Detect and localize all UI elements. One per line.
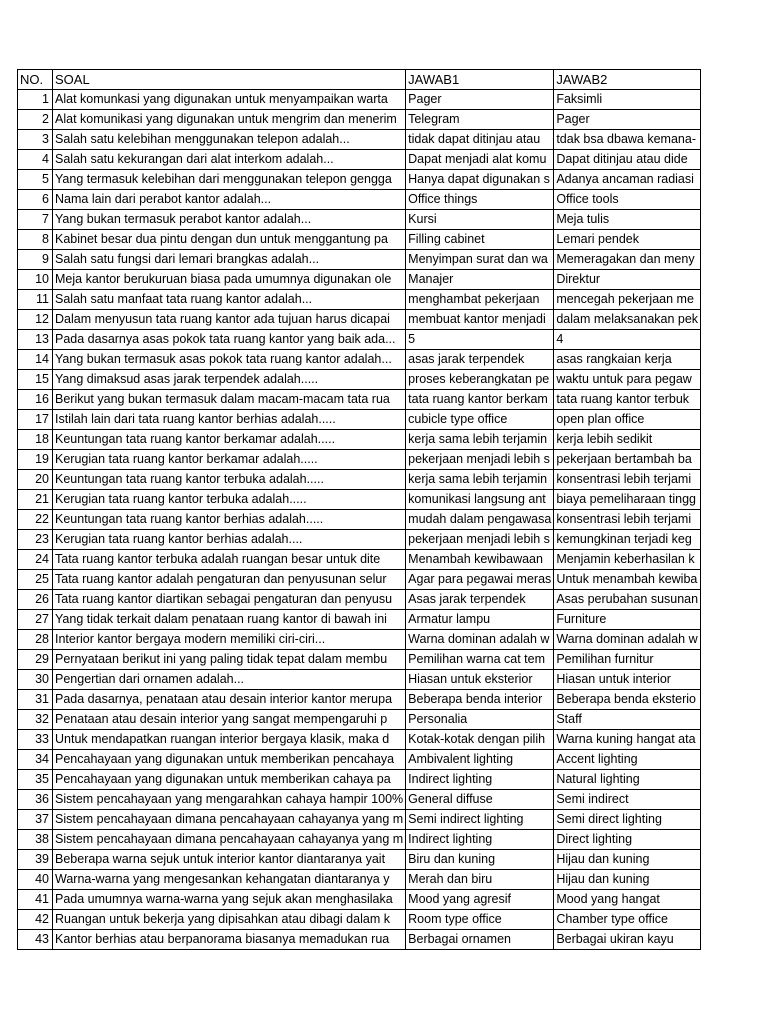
cell-soal[interactable]: Yang termasuk kelebihan dari menggunakan telepon gengga xyxy=(53,170,406,190)
table-row xyxy=(18,250,701,270)
cell-no[interactable]: 8 xyxy=(18,230,53,250)
table-row xyxy=(18,330,701,350)
cell-soal[interactable]: Pada dasarnya asas pokok tata ruang kantor yang baik ada... xyxy=(53,330,406,350)
table-body xyxy=(18,70,701,950)
table-row xyxy=(18,210,701,230)
table-row xyxy=(18,230,701,250)
table-row xyxy=(18,710,701,730)
cell-jawab2[interactable]: pekerjaan bertambah ba xyxy=(554,450,701,470)
cell-soal[interactable]: Yang dimaksud asas jarak terpendek adalah..... xyxy=(53,370,406,390)
cell-jawab1[interactable]: Manajer xyxy=(406,270,554,290)
cell-no[interactable]: 20 xyxy=(18,470,53,490)
cell-jawab1[interactable]: tata ruang kantor berkam xyxy=(406,390,554,410)
cell-soal[interactable]: Keuntungan tata ruang kantor terbuka adalah..... xyxy=(53,470,406,490)
table-row xyxy=(18,750,701,770)
cell-jawab2[interactable]: Lemari pendek xyxy=(554,230,701,250)
cell-soal[interactable]: Tata ruang kantor adalah pengaturan dan penyusunan selur xyxy=(53,570,406,590)
cell-soal[interactable]: Pencahayaan yang digunakan untuk memberikan pencahaya xyxy=(53,750,406,770)
table-row xyxy=(18,170,701,190)
header-row xyxy=(18,70,701,90)
cell-no[interactable]: 27 xyxy=(18,610,53,630)
cell-no[interactable]: 30 xyxy=(18,670,53,690)
cell-soal[interactable]: Pernyataan berikut ini yang paling tidak tepat dalam membu xyxy=(53,650,406,670)
cell-no[interactable]: 40 xyxy=(18,870,53,890)
cell-jawab1[interactable]: Personalia xyxy=(406,710,554,730)
cell-jawab1[interactable]: Armatur lampu xyxy=(406,610,554,630)
cell-soal[interactable]: Yang bukan termasuk perabot kantor adalah... xyxy=(53,210,406,230)
cell-jawab2[interactable]: Hiasan untuk interior xyxy=(554,670,701,690)
table-row xyxy=(18,370,701,390)
cell-soal[interactable]: Yang tidak terkait dalam penataan ruang kantor di bawah ini xyxy=(53,610,406,630)
cell-no[interactable]: 7 xyxy=(18,210,53,230)
cell-no[interactable]: 22 xyxy=(18,510,53,530)
table-row xyxy=(18,650,701,670)
cell-jawab2[interactable]: Meja tulis xyxy=(554,210,701,230)
cell-jawab2[interactable]: Hijau dan kuning xyxy=(554,870,701,890)
cell-jawab2[interactable]: Hijau dan kuning xyxy=(554,850,701,870)
cell-no[interactable]: 33 xyxy=(18,730,53,750)
cell-soal[interactable]: Warna-warna yang mengesankan kehangatan diantaranya y xyxy=(53,870,406,890)
cell-soal[interactable]: Keuntungan tata ruang kantor berhias adalah..... xyxy=(53,510,406,530)
table-row xyxy=(18,90,701,110)
cell-jawab1[interactable]: membuat kantor menjadi xyxy=(406,310,554,330)
cell-jawab2[interactable]: Untuk menambah kewiba xyxy=(554,570,701,590)
cell-no[interactable]: 18 xyxy=(18,430,53,450)
cell-jawab2[interactable]: Asas perubahan susunan xyxy=(554,590,701,610)
cell-jawab1[interactable]: kerja sama lebih terjamin xyxy=(406,470,554,490)
cell-soal[interactable]: Kerugian tata ruang kantor berhias adalah.... xyxy=(53,530,406,550)
cell-soal[interactable]: Nama lain dari perabot kantor adalah... xyxy=(53,190,406,210)
table-row xyxy=(18,790,701,810)
table-row xyxy=(18,310,701,330)
cell-soal[interactable]: Yang bukan termasuk asas pokok tata ruang kantor adalah... xyxy=(53,350,406,370)
cell-jawab2[interactable]: Warna dominan adalah w xyxy=(554,630,701,650)
cell-soal[interactable]: Beberapa warna sejuk untuk interior kantor diantaranya yait xyxy=(53,850,406,870)
table-row xyxy=(18,450,701,470)
cell-jawab1[interactable]: Pemilihan warna cat tem xyxy=(406,650,554,670)
cell-jawab2[interactable]: Direktur xyxy=(554,270,701,290)
cell-jawab1[interactable]: mudah dalam pengawasa xyxy=(406,510,554,530)
cell-soal[interactable]: Pencahayaan yang digunakan untuk memberikan cahaya pa xyxy=(53,770,406,790)
table-row xyxy=(18,490,701,510)
table-row xyxy=(18,830,701,850)
table-row xyxy=(18,410,701,430)
cell-soal[interactable]: Sistem pencahayaan yang mengarahkan cahaya hampir 100% xyxy=(53,790,406,810)
cell-jawab2[interactable]: Dapat ditinjau atau dide xyxy=(554,150,701,170)
table-row xyxy=(18,810,701,830)
cell-no[interactable]: 28 xyxy=(18,630,53,650)
cell-no[interactable]: 24 xyxy=(18,550,53,570)
cell-no[interactable]: 31 xyxy=(18,690,53,710)
cell-jawab1[interactable]: Merah dan biru xyxy=(406,870,554,890)
cell-jawab2[interactable]: Semi indirect xyxy=(554,790,701,810)
cell-no[interactable]: 32 xyxy=(18,710,53,730)
cell-no[interactable]: 43 xyxy=(18,930,53,950)
cell-jawab1[interactable]: Agar para pegawai meras xyxy=(406,570,554,590)
cell-no[interactable]: 21 xyxy=(18,490,53,510)
table-row xyxy=(18,910,701,930)
cell-soal[interactable]: Tata ruang kantor diartikan sebagai pengaturan dan penyusu xyxy=(53,590,406,610)
spreadsheet-table xyxy=(17,69,701,950)
cell-no[interactable]: 11 xyxy=(18,290,53,310)
cell-jawab2[interactable]: biaya pemeliharaan tingg xyxy=(554,490,701,510)
cell-jawab2[interactable]: Mood yang hangat xyxy=(554,890,701,910)
cell-soal[interactable]: Keuntungan tata ruang kantor berkamar adalah..... xyxy=(53,430,406,450)
cell-soal[interactable]: Alat komunikasi yang digunakan untuk mengrim dan menerim xyxy=(53,110,406,130)
cell-soal[interactable]: Meja kantor berukuruan biasa pada umumnya digunakan ole xyxy=(53,270,406,290)
cell-jawab1[interactable]: Asas jarak terpendek xyxy=(406,590,554,610)
cell-jawab1[interactable]: Menyimpan surat dan wa xyxy=(406,250,554,270)
cell-no[interactable]: 42 xyxy=(18,910,53,930)
cell-no[interactable]: 1 xyxy=(18,90,53,110)
cell-jawab2[interactable]: mencegah pekerjaan me xyxy=(554,290,701,310)
table-row xyxy=(18,390,701,410)
cell-jawab2[interactable]: Menjamin keberhasilan k xyxy=(554,550,701,570)
cell-jawab2[interactable]: Semi direct lighting xyxy=(554,810,701,830)
header-jawab2[interactable]: JAWAB2 xyxy=(554,70,701,90)
cell-no[interactable]: 19 xyxy=(18,450,53,470)
cell-no[interactable]: 39 xyxy=(18,850,53,870)
table-row xyxy=(18,270,701,290)
cell-jawab2[interactable]: Berbagai ukiran kayu xyxy=(554,930,701,950)
cell-no[interactable]: 12 xyxy=(18,310,53,330)
cell-jawab2[interactable]: Warna kuning hangat ata xyxy=(554,730,701,750)
table-row xyxy=(18,930,701,950)
header-no[interactable]: NO. xyxy=(18,70,53,90)
cell-jawab1[interactable]: menghambat pekerjaan xyxy=(406,290,554,310)
cell-soal[interactable]: Pada umumnya warna-warna yang sejuk akan menghasilaka xyxy=(53,890,406,910)
table-row xyxy=(18,470,701,490)
cell-no[interactable]: 14 xyxy=(18,350,53,370)
cell-soal[interactable]: Alat komunkasi yang digunakan untuk menyampaikan warta xyxy=(53,90,406,110)
cell-jawab1[interactable]: pekerjaan menjadi lebih s xyxy=(406,450,554,470)
cell-jawab2[interactable]: dalam melaksanakan pek xyxy=(554,310,701,330)
cell-soal[interactable]: Untuk mendapatkan ruangan interior bergaya klasik, maka d xyxy=(53,730,406,750)
cell-jawab2[interactable]: Natural lighting xyxy=(554,770,701,790)
cell-no[interactable]: 41 xyxy=(18,890,53,910)
cell-no[interactable]: 6 xyxy=(18,190,53,210)
cell-jawab2[interactable]: konsentrasi lebih terjami xyxy=(554,510,701,530)
cell-jawab1[interactable]: Indirect lighting xyxy=(406,830,554,850)
cell-soal[interactable]: Kerugian tata ruang kantor terbuka adalah..... xyxy=(53,490,406,510)
cell-no[interactable]: 34 xyxy=(18,750,53,770)
cell-jawab2[interactable]: kemungkinan terjadi keg xyxy=(554,530,701,550)
cell-jawab1[interactable]: proses keberangkatan pe xyxy=(406,370,554,390)
cell-no[interactable]: 3 xyxy=(18,130,53,150)
cell-jawab2[interactable]: Adanya ancaman radiasi xyxy=(554,170,701,190)
cell-soal[interactable]: Istilah lain dari tata ruang kantor berhias adalah..... xyxy=(53,410,406,430)
cell-no[interactable]: 36 xyxy=(18,790,53,810)
cell-no[interactable]: 37 xyxy=(18,810,53,830)
cell-jawab1[interactable]: Dapat menjadi alat komu xyxy=(406,150,554,170)
cell-no[interactable]: 35 xyxy=(18,770,53,790)
table-row xyxy=(18,630,701,650)
cell-jawab2[interactable]: Pemilihan furnitur xyxy=(554,650,701,670)
cell-jawab2[interactable]: Office tools xyxy=(554,190,701,210)
cell-soal[interactable]: Kabinet besar dua pintu dengan dun untuk menggantung pa xyxy=(53,230,406,250)
cell-soal[interactable]: Pengertian dari ornamen adalah... xyxy=(53,670,406,690)
table-row xyxy=(18,610,701,630)
table-row xyxy=(18,670,701,690)
cell-jawab1[interactable]: Beberapa benda interior xyxy=(406,690,554,710)
cell-jawab2[interactable]: Faksimli xyxy=(554,90,701,110)
cell-soal[interactable]: Berikut yang bukan termasuk dalam macam-macam tata rua xyxy=(53,390,406,410)
cell-jawab1[interactable]: tidak dapat ditinjau atau xyxy=(406,130,554,150)
cell-jawab2[interactable]: Pager xyxy=(554,110,701,130)
cell-no[interactable]: 9 xyxy=(18,250,53,270)
cell-no[interactable]: 4 xyxy=(18,150,53,170)
cell-soal[interactable]: Ruangan untuk bekerja yang dipisahkan atau dibagi dalam k xyxy=(53,910,406,930)
cell-jawab2[interactable]: kerja lebih sedikit xyxy=(554,430,701,450)
cell-jawab1[interactable]: Ambivalent lighting xyxy=(406,750,554,770)
cell-jawab1[interactable]: Menambah kewibawaan xyxy=(406,550,554,570)
cell-soal[interactable]: Salah satu manfaat tata ruang kantor adalah... xyxy=(53,290,406,310)
cell-jawab1[interactable]: Indirect lighting xyxy=(406,770,554,790)
header-jawab1[interactable]: JAWAB1 xyxy=(406,70,554,90)
cell-jawab1[interactable]: pekerjaan menjadi lebih s xyxy=(406,530,554,550)
table-row xyxy=(18,770,701,790)
header-soal[interactable]: SOAL xyxy=(53,70,406,90)
table-row xyxy=(18,430,701,450)
cell-jawab1[interactable]: Mood yang agresif xyxy=(406,890,554,910)
cell-jawab2[interactable]: Staff xyxy=(554,710,701,730)
cell-soal[interactable]: Interior kantor bergaya modern memiliki ciri-ciri... xyxy=(53,630,406,650)
cell-jawab1[interactable]: cubicle type office xyxy=(406,410,554,430)
cell-no[interactable]: 16 xyxy=(18,390,53,410)
cell-jawab1[interactable]: Office things xyxy=(406,190,554,210)
cell-no[interactable]: 5 xyxy=(18,170,53,190)
table-row xyxy=(18,890,701,910)
cell-soal[interactable]: Salah satu kelebihan menggunakan telepon adalah... xyxy=(53,130,406,150)
table-row xyxy=(18,570,701,590)
cell-jawab2[interactable]: 4 xyxy=(554,330,701,350)
cell-jawab1[interactable]: 5 xyxy=(406,330,554,350)
cell-no[interactable]: 38 xyxy=(18,830,53,850)
cell-jawab2[interactable]: Memeragakan dan meny xyxy=(554,250,701,270)
cell-jawab2[interactable]: Beberapa benda eksterio xyxy=(554,690,701,710)
cell-jawab1[interactable]: Telegram xyxy=(406,110,554,130)
cell-jawab2[interactable]: waktu untuk para pegaw xyxy=(554,370,701,390)
cell-jawab1[interactable]: kerja sama lebih terjamin xyxy=(406,430,554,450)
cell-no[interactable]: 17 xyxy=(18,410,53,430)
table-row xyxy=(18,690,701,710)
cell-jawab2[interactable]: Furniture xyxy=(554,610,701,630)
cell-soal[interactable]: Pada dasarnya, penataan atau desain interior kantor merupa xyxy=(53,690,406,710)
cell-no[interactable]: 13 xyxy=(18,330,53,350)
table-row xyxy=(18,110,701,130)
cell-jawab1[interactable]: Kursi xyxy=(406,210,554,230)
cell-no[interactable]: 26 xyxy=(18,590,53,610)
cell-jawab2[interactable]: asas rangkaian kerja xyxy=(554,350,701,370)
table-row xyxy=(18,350,701,370)
cell-jawab2[interactable]: tdak bsa dbawa kemana- xyxy=(554,130,701,150)
table-row xyxy=(18,510,701,530)
table-row xyxy=(18,130,701,150)
cell-jawab2[interactable]: open plan office xyxy=(554,410,701,430)
cell-jawab1[interactable]: Hiasan untuk eksterior xyxy=(406,670,554,690)
cell-soal[interactable]: Tata ruang kantor terbuka adalah ruangan besar untuk dite xyxy=(53,550,406,570)
cell-jawab2[interactable]: Accent lighting xyxy=(554,750,701,770)
cell-jawab1[interactable]: Hanya dapat digunakan s xyxy=(406,170,554,190)
cell-jawab2[interactable]: Direct lighting xyxy=(554,830,701,850)
cell-jawab1[interactable]: komunikasi langsung ant xyxy=(406,490,554,510)
table-row xyxy=(18,530,701,550)
cell-soal[interactable]: Kantor berhias atau berpanorama biasanya memadukan rua xyxy=(53,930,406,950)
cell-jawab1[interactable]: asas jarak terpendek xyxy=(406,350,554,370)
table-row xyxy=(18,190,701,210)
cell-soal[interactable]: Salah satu kekurangan dari alat interkom adalah... xyxy=(53,150,406,170)
cell-jawab1[interactable]: Semi indirect lighting xyxy=(406,810,554,830)
cell-no[interactable]: 2 xyxy=(18,110,53,130)
table-row xyxy=(18,150,701,170)
cell-no[interactable]: 25 xyxy=(18,570,53,590)
table-row xyxy=(18,550,701,570)
cell-soal[interactable]: Sistem pencahayaan dimana pencahayaan cahayanya yang m xyxy=(53,810,406,830)
cell-soal[interactable]: Dalam menyusun tata ruang kantor ada tujuan harus dicapai xyxy=(53,310,406,330)
table-row xyxy=(18,850,701,870)
cell-no[interactable]: 15 xyxy=(18,370,53,390)
cell-soal[interactable]: Penataan atau desain interior yang sangat mempengaruhi p xyxy=(53,710,406,730)
table-row xyxy=(18,590,701,610)
cell-jawab1[interactable]: Filling cabinet xyxy=(406,230,554,250)
cell-soal[interactable]: Kerugian tata ruang kantor berkamar adalah..... xyxy=(53,450,406,470)
table-row xyxy=(18,290,701,310)
table-row xyxy=(18,870,701,890)
cell-no[interactable]: 10 xyxy=(18,270,53,290)
cell-jawab1[interactable]: General diffuse xyxy=(406,790,554,810)
cell-jawab1[interactable]: Room type office xyxy=(406,910,554,930)
cell-no[interactable]: 29 xyxy=(18,650,53,670)
cell-no[interactable]: 23 xyxy=(18,530,53,550)
cell-soal[interactable]: Salah satu fungsi dari lemari brangkas adalah... xyxy=(53,250,406,270)
cell-jawab2[interactable]: tata ruang kantor terbuk xyxy=(554,390,701,410)
cell-soal[interactable]: Sistem pencahayaan dimana pencahayaan cahayanya yang m xyxy=(53,830,406,850)
cell-jawab2[interactable]: Chamber type office xyxy=(554,910,701,930)
cell-jawab1[interactable]: Berbagai ornamen xyxy=(406,930,554,950)
cell-jawab1[interactable]: Kotak-kotak dengan pilih xyxy=(406,730,554,750)
cell-jawab1[interactable]: Pager xyxy=(406,90,554,110)
cell-jawab1[interactable]: Warna dominan adalah w xyxy=(406,630,554,650)
cell-jawab1[interactable]: Biru dan kuning xyxy=(406,850,554,870)
cell-jawab2[interactable]: konsentrasi lebih terjami xyxy=(554,470,701,490)
table-row xyxy=(18,730,701,750)
